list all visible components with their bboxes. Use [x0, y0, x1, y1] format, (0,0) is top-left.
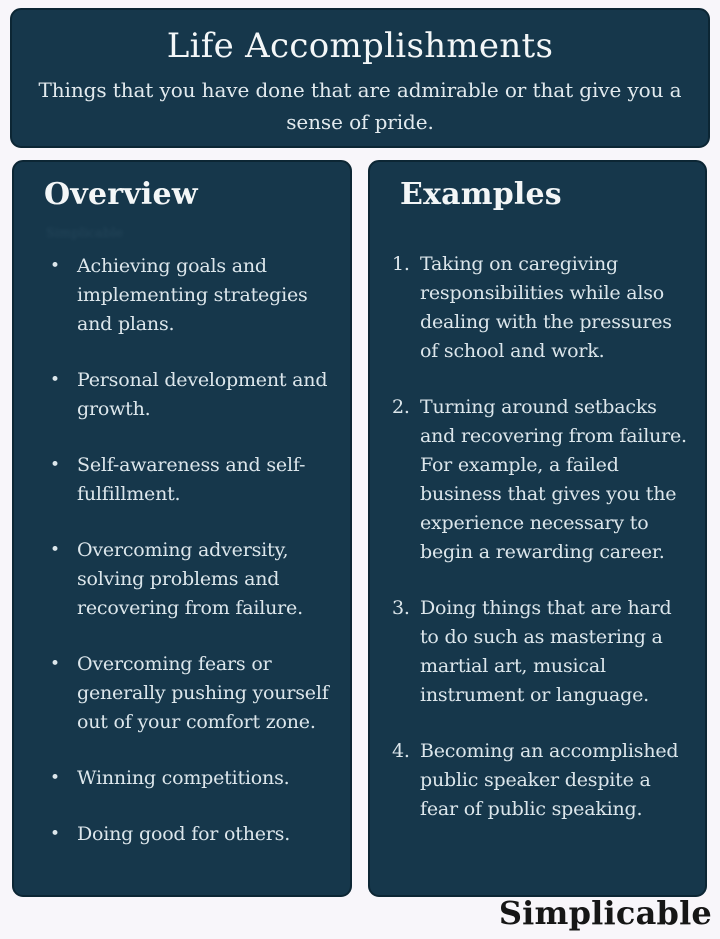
bullet-icon: •	[50, 256, 60, 276]
item-number: 2.	[392, 396, 410, 418]
overview-list	[14, 252, 350, 849]
list-item	[50, 764, 336, 793]
page-subtitle: Things that you have done that are admirable or that give you a sense of pride.	[38, 78, 682, 134]
header-card	[10, 8, 710, 148]
examples-heading: Examples	[400, 177, 562, 212]
bullet-icon: •	[50, 654, 60, 674]
item-text: Overcoming fears or generally pushing yourself out of your comfort zone.	[77, 653, 329, 733]
list-item	[50, 252, 336, 339]
examples-list	[370, 250, 705, 824]
item-number: 1.	[392, 253, 410, 275]
page-title: Life Accomplishments	[166, 26, 554, 66]
bullet-icon: •	[50, 768, 60, 788]
item-text: Taking on caregiving responsibilities while also dealing with the pressures of school and work.	[420, 253, 672, 362]
item-text: Personal development and growth.	[77, 369, 328, 420]
bullet-icon: •	[50, 455, 60, 475]
watermark: Simplicable	[46, 226, 124, 241]
list-item	[392, 250, 689, 366]
overview-heading: Overview	[44, 177, 198, 212]
item-text: Self-awareness and self-fulfillment.	[77, 454, 306, 505]
list-item	[392, 393, 689, 567]
list-item	[50, 650, 336, 737]
list-item	[392, 594, 689, 710]
overview-card	[12, 160, 352, 897]
item-number: 3.	[392, 597, 410, 619]
brand-logo-text: Simplicable	[498, 894, 712, 932]
examples-card	[368, 160, 707, 897]
list-item	[392, 737, 689, 824]
list-item	[50, 366, 336, 424]
item-number: 4.	[392, 740, 410, 762]
bullet-icon: •	[50, 824, 60, 844]
item-text: Turning around setbacks and recovering from failure. For example, a failed business that gives you the experience necessary to begin a rewarding career.	[420, 396, 687, 563]
item-text: Doing things that are hard to do such as mastering a martial art, musical instrument or language.	[420, 597, 672, 706]
bullet-icon: •	[50, 370, 60, 390]
item-text: Achieving goals and implementing strategies and plans.	[77, 255, 308, 335]
item-text: Becoming an accomplished public speaker despite a fear of public speaking.	[420, 740, 679, 820]
list-item	[50, 451, 336, 509]
item-text: Winning competitions.	[77, 767, 290, 789]
item-text: Overcoming adversity, solving problems and recovering from failure.	[77, 539, 303, 619]
list-item	[50, 820, 336, 849]
bullet-icon: •	[50, 540, 60, 560]
item-text: Doing good for others.	[77, 823, 291, 845]
list-item	[50, 536, 336, 623]
